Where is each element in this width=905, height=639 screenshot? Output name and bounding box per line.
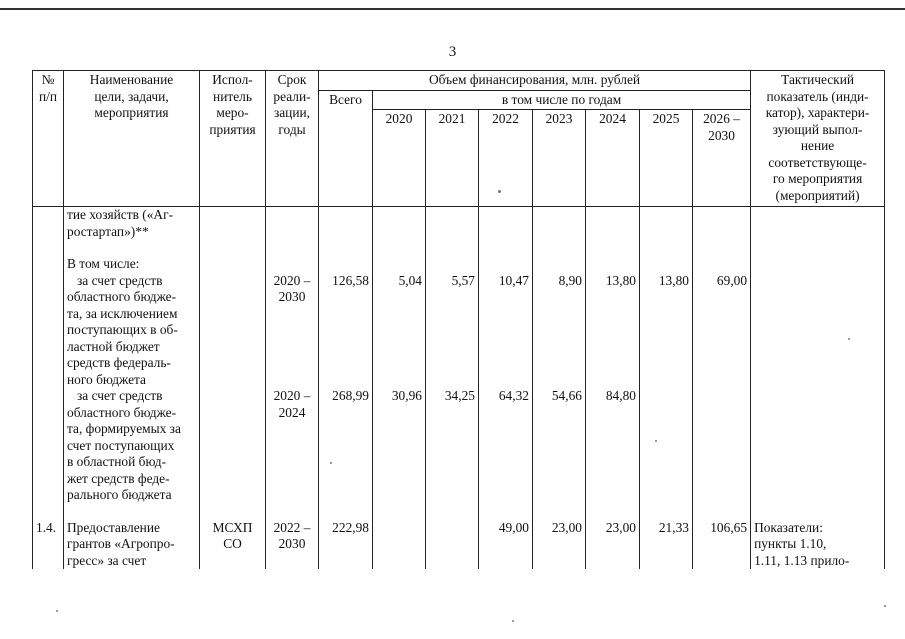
- table-row: [33, 207, 885, 257]
- row-year-value: 5,57: [426, 273, 479, 389]
- row-name: за счет средств областного бюдже- та, формируемых за счет поступающих в областной бюд- жет средств феде- рального бюджета: [64, 388, 200, 520]
- header-year: 2023: [533, 110, 586, 207]
- row-name: тие хозяйств («Аг- ростартап»)**: [64, 207, 200, 257]
- row-term: 2022 – 2030: [266, 520, 319, 570]
- scan-speck: [512, 620, 514, 622]
- row-year-value: 49,00: [479, 520, 533, 570]
- table-row: [33, 388, 885, 520]
- scan-speck: [655, 440, 657, 442]
- header-year: 2026 – 2030: [693, 110, 751, 207]
- row-year-value: [693, 388, 751, 520]
- header-total: Всего: [319, 90, 373, 207]
- header-term: Срок реали- зации, годы: [266, 71, 319, 207]
- header-year: 2021: [426, 110, 479, 207]
- row-name: за счет средств областного бюдже- та, за исключением поступающих в об- ластной бюджет средств федераль- ного бюджета: [64, 273, 200, 389]
- header-executor: Испол- нитель меро- приятия: [200, 71, 266, 207]
- row-number: 1.4.: [33, 520, 64, 570]
- row-year-value: 23,00: [533, 520, 586, 570]
- row-year-value: 54,66: [533, 388, 586, 520]
- row-year-value: 13,80: [640, 273, 693, 389]
- financing-table: [32, 70, 885, 569]
- row-term: 2020 – 2030: [266, 273, 319, 389]
- row-year-value: 13,80: [586, 273, 640, 389]
- scan-speck: [56, 610, 58, 612]
- page-number: 3: [448, 44, 457, 60]
- row-year-value: 5,04: [373, 273, 426, 389]
- scan-speck: [330, 462, 332, 464]
- header-year: 2022: [479, 110, 533, 207]
- row-year-value: 84,80: [586, 388, 640, 520]
- scan-speck: [848, 338, 850, 340]
- header-indicator: Тактический показатель (инди- катор), характери- зующий выпол- нение соответствующе- го мероприятия (мероприятий): [751, 71, 885, 207]
- row-total: 222,98: [319, 520, 373, 570]
- header-by-years: в том числе по годам: [373, 90, 751, 110]
- header-year: 2025: [640, 110, 693, 207]
- header-funding: Объем финансирования, млн. рублей: [319, 71, 751, 91]
- row-executor: МСХП СО: [200, 520, 266, 570]
- row-year-value: [426, 520, 479, 570]
- header-year: 2024: [586, 110, 640, 207]
- table-row: [33, 273, 885, 389]
- row-year-value: 10,47: [479, 273, 533, 389]
- row-name: В том числе:: [64, 256, 200, 273]
- row-term: 2020 – 2024: [266, 388, 319, 520]
- row-year-value: 34,25: [426, 388, 479, 520]
- row-name: Предоставление грантов «Агропро- гресс» за счет: [64, 520, 200, 570]
- row-year-value: 8,90: [533, 273, 586, 389]
- top-rule: [0, 8, 905, 10]
- table-row: [33, 256, 885, 273]
- scan-speck: [884, 605, 886, 607]
- row-year-value: 21,33: [640, 520, 693, 570]
- table-row: [33, 520, 885, 570]
- row-year-value: 64,32: [479, 388, 533, 520]
- header-name: Наименование цели, задачи, мероприятия: [64, 71, 200, 207]
- row-year-value: 106,65: [693, 520, 751, 570]
- row-year-value: [640, 388, 693, 520]
- row-total: 126,58: [319, 273, 373, 389]
- row-year-value: [373, 520, 426, 570]
- row-year-value: 30,96: [373, 388, 426, 520]
- header-year: 2020: [373, 110, 426, 207]
- row-year-value: 23,00: [586, 520, 640, 570]
- scan-speck: [498, 190, 501, 193]
- row-year-value: 69,00: [693, 273, 751, 389]
- header-num: № п/п: [33, 71, 64, 207]
- row-indicator: Показатели: пункты 1.10, 1.11, 1.13 прило-: [751, 520, 885, 570]
- row-total: 268,99: [319, 388, 373, 520]
